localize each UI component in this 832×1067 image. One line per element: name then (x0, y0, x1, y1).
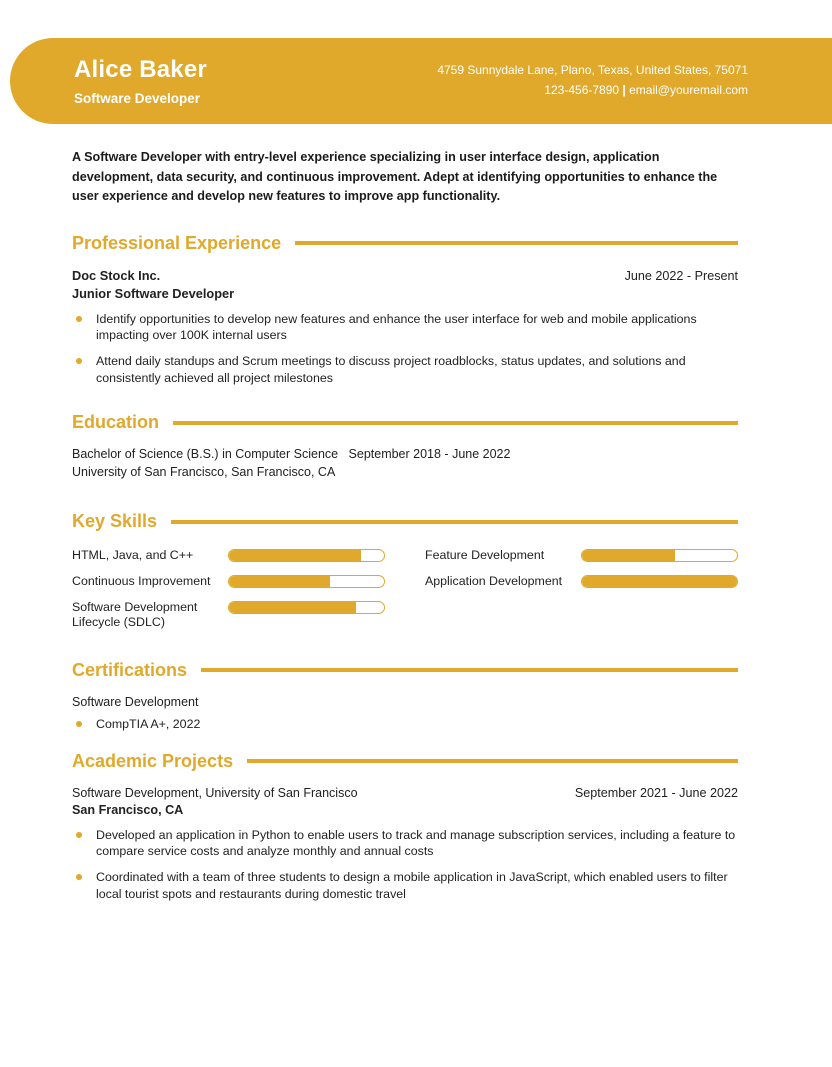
certification-subtitle: Software Development (72, 694, 199, 709)
project-dates: September 2021 - June 2022 (574, 785, 738, 800)
experience-job-title: Junior Software Developer (72, 285, 235, 301)
section-header (72, 412, 738, 433)
section-professional-experience (72, 233, 738, 387)
skill-item (425, 574, 738, 589)
skills-grid (72, 548, 738, 630)
header-identity (74, 56, 207, 106)
contact-separator: | (622, 83, 626, 97)
skill-level-bar (228, 549, 385, 562)
skill-item (72, 600, 385, 630)
skill-level-fill (229, 550, 361, 561)
experience-company: Doc Stock Inc. (72, 267, 161, 283)
candidate-role: Software Developer (74, 90, 201, 106)
section-header (72, 751, 738, 772)
header-contact (437, 61, 748, 101)
education-dates: September 2018 - June 2022 (348, 447, 511, 462)
section-divider (247, 759, 738, 763)
professional-summary: A Software Developer with entry-level experience specializing in user interface design, application development, data security, and continuous improvement. Adept at identifying opportunities to enhance the user experience and develop new features to improve app functionality. (72, 150, 718, 204)
skill-level-bar (228, 601, 385, 614)
skill-level-fill (229, 602, 356, 613)
skill-label: Continuous Improvement (72, 574, 211, 589)
section-header (72, 511, 738, 532)
skill-item (72, 574, 385, 589)
section-title: Key Skills (72, 511, 158, 532)
skill-level-fill (582, 550, 675, 561)
experience-dates: June 2022 - Present (624, 268, 738, 283)
skill-label: Application Development (425, 574, 563, 589)
certification-bullets (72, 716, 738, 733)
project-location: San Francisco, CA (72, 802, 184, 817)
contact-phone-email (437, 81, 748, 101)
skill-label: Software Development Lifecycle (SDLC) (72, 600, 198, 630)
education-degree-line (72, 447, 738, 461)
section-header (72, 660, 738, 681)
section-title: Professional Experience (72, 232, 282, 253)
contact-email[interactable]: email@youremail.com (629, 83, 748, 97)
skill-item (425, 548, 738, 563)
skill-label: HTML, Java, and C++ (72, 548, 194, 563)
section-certifications (72, 660, 738, 733)
candidate-name: Alice Baker (74, 56, 207, 84)
education-degree: Bachelor of Science (B.S.) in Computer Science (72, 447, 339, 462)
resume-header (10, 38, 832, 124)
project-entry-header (72, 786, 738, 800)
section-title: Education (72, 412, 160, 433)
section-key-skills (72, 511, 738, 630)
section-divider (171, 520, 738, 524)
skill-label: Feature Development (425, 548, 545, 563)
education-school: University of San Francisco, San Francisco, CA (72, 465, 336, 480)
section-divider (173, 421, 738, 425)
skill-level-bar (228, 575, 385, 588)
list-item: Attend daily standups and Scrum meetings to discuss project roadblocks, status updates, and solutions and consistently achieved all project milestones (72, 353, 738, 386)
experience-bullets (72, 311, 738, 387)
contact-address: 4759 Sunnydale Lane, Plano, Texas, United States, 75071 (437, 63, 748, 78)
skill-item (72, 548, 385, 563)
section-title: Certifications (72, 659, 188, 680)
list-item: CompTIA A+, 2022 (72, 716, 738, 733)
list-item: Coordinated with a team of three students to design a mobile application in JavaScript, which enabled users to filter local tourist spots and restaurants during domestic travel (72, 869, 738, 902)
list-item: Developed an application in Python to enable users to track and manage subscription services, including a feature to compare service costs and analyze monthly and annual costs (72, 827, 738, 860)
skill-level-fill (582, 576, 737, 587)
section-education (72, 412, 738, 479)
section-academic-projects (72, 751, 738, 903)
section-divider (201, 668, 738, 672)
skill-level-bar (581, 549, 738, 562)
skill-level-bar (581, 575, 738, 588)
resume-body (0, 148, 832, 903)
section-title: Academic Projects (72, 750, 234, 771)
project-bullets (72, 827, 738, 903)
section-header (72, 233, 738, 254)
section-divider (295, 241, 738, 245)
experience-entry-header (72, 268, 738, 283)
contact-phone: 123-456-7890 (544, 83, 620, 97)
skill-level-fill (229, 576, 330, 587)
list-item: Identify opportunities to develop new features and enhance the user interface for web and mobile applications impacting over 100K internal users (72, 311, 738, 344)
project-name: Software Development, University of San Francisco (72, 785, 358, 800)
